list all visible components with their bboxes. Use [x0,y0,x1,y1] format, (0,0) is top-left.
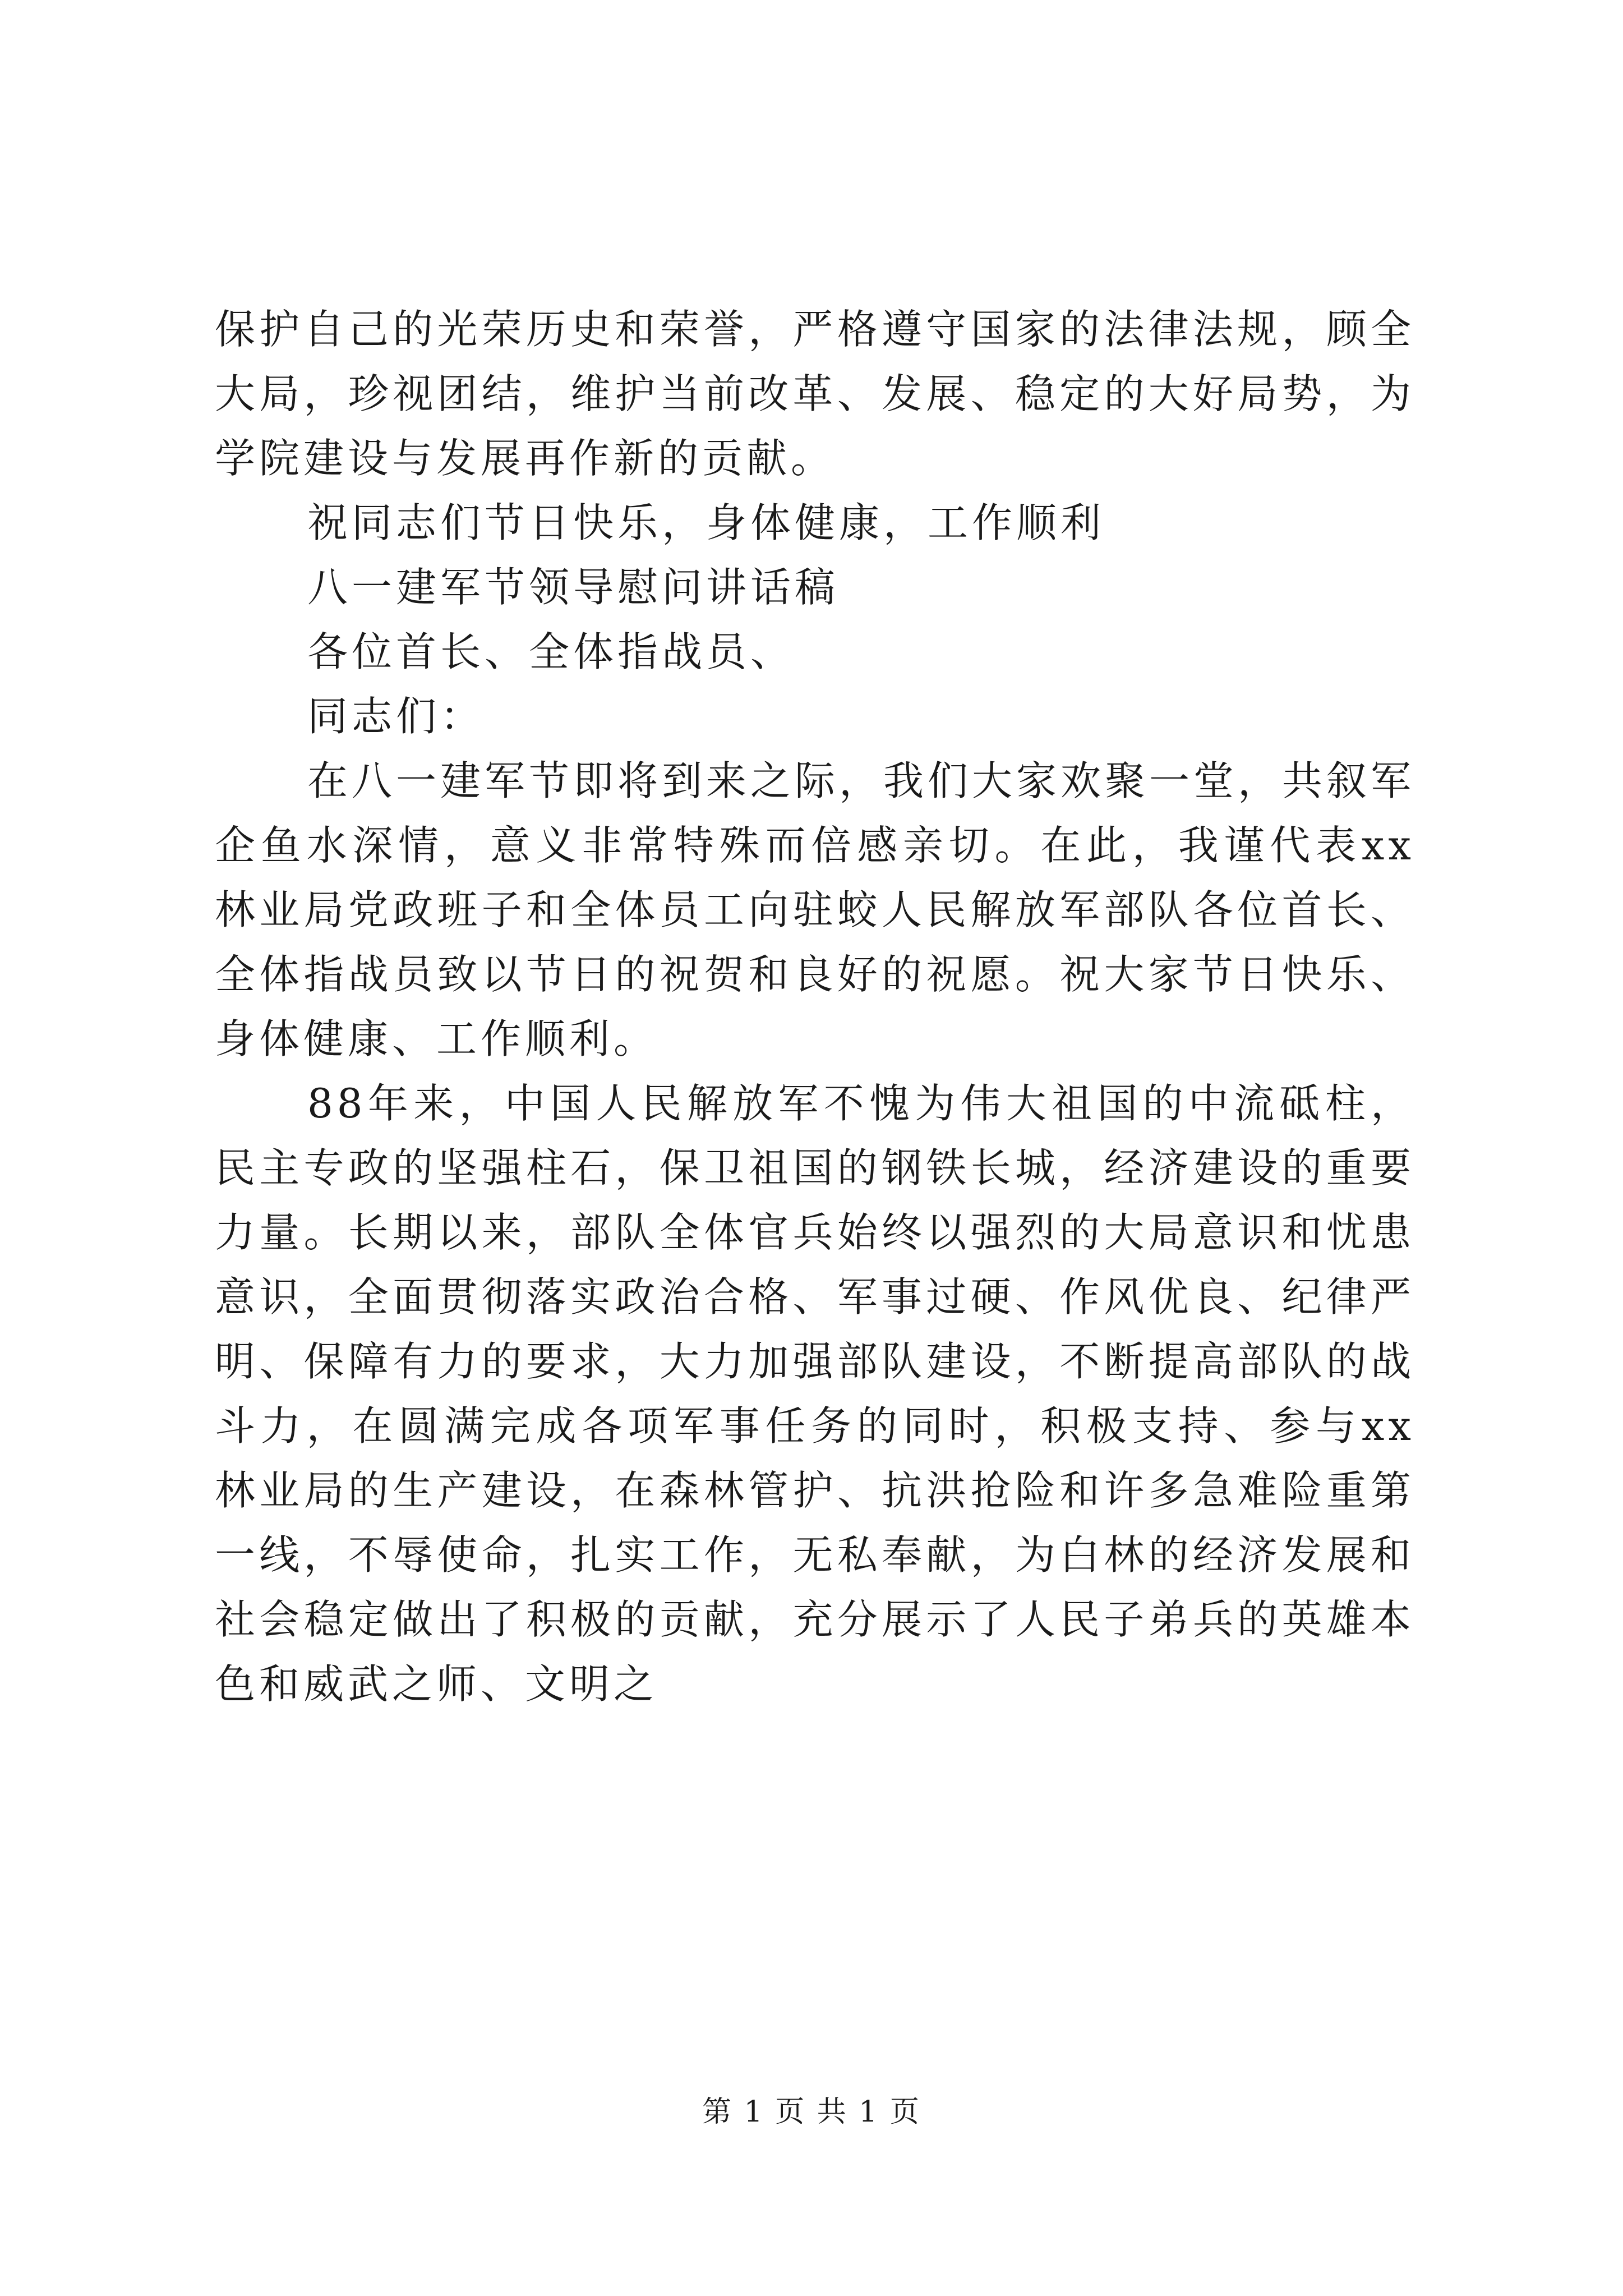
paragraph-5-salutation: 同志们： [307,693,485,740]
paragraph-2: 祝同志们节日快乐，身体健康，工作顺利 [307,499,1105,546]
document-body [215,297,1415,1717]
page-footer: 第 1 页 共 1 页 [702,2095,921,2129]
paragraph-3-title: 八一建军节领导慰问讲话稿 [307,564,840,611]
paragraph-6: 在八一建军节即将到来之际，我们大家欢聚一堂，共叙军企鱼水深情，意义非常特殊而倍感亲切。在此，我谨代表xx林业局党政班子和全体员工向驻蛟人民解放军部队各位首长、全体指战员致以节日的祝贺和良好的祝愿。祝大家节日快乐、身体健康、工作顺利。 [215,757,1415,1062]
paragraph-1: 保护自己的光荣历史和荣誉，严格遵守国家的法律法规，顾全大局，珍视团结，维护当前改革、发展、稳定的大好局势，为学院建设与发展再作新的贡献。 [215,306,1415,482]
paragraph-4-salutation: 各位首长、全体指战员、 [307,628,795,675]
paragraph-7: 88年来，中国人民解放军不愧为伟大祖国的中流砥柱，民主专政的坚强柱石，保卫祖国的钢铁长城，经济建设的重要力量。长期以来，部队全体官兵始终以强烈的大局意识和忧患意识，全面贯彻落实政治合格、军事过硬、作风优良、纪律严明、保障有力的要求，大力加强部队建设，不断提高部队的战斗力，在圆满完成各项军事任务的同时，积极支持、参与xx林业局的生产建设，在森林管护、抗洪抢险和许多急难险重第一线，不辱使命，扎实工作，无私奉献，为白林的经济发展和社会稳定做出了积极的贡献，充分展示了人民子弟兵的英雄本色和威武之师、文明之 [215,1080,1415,1708]
